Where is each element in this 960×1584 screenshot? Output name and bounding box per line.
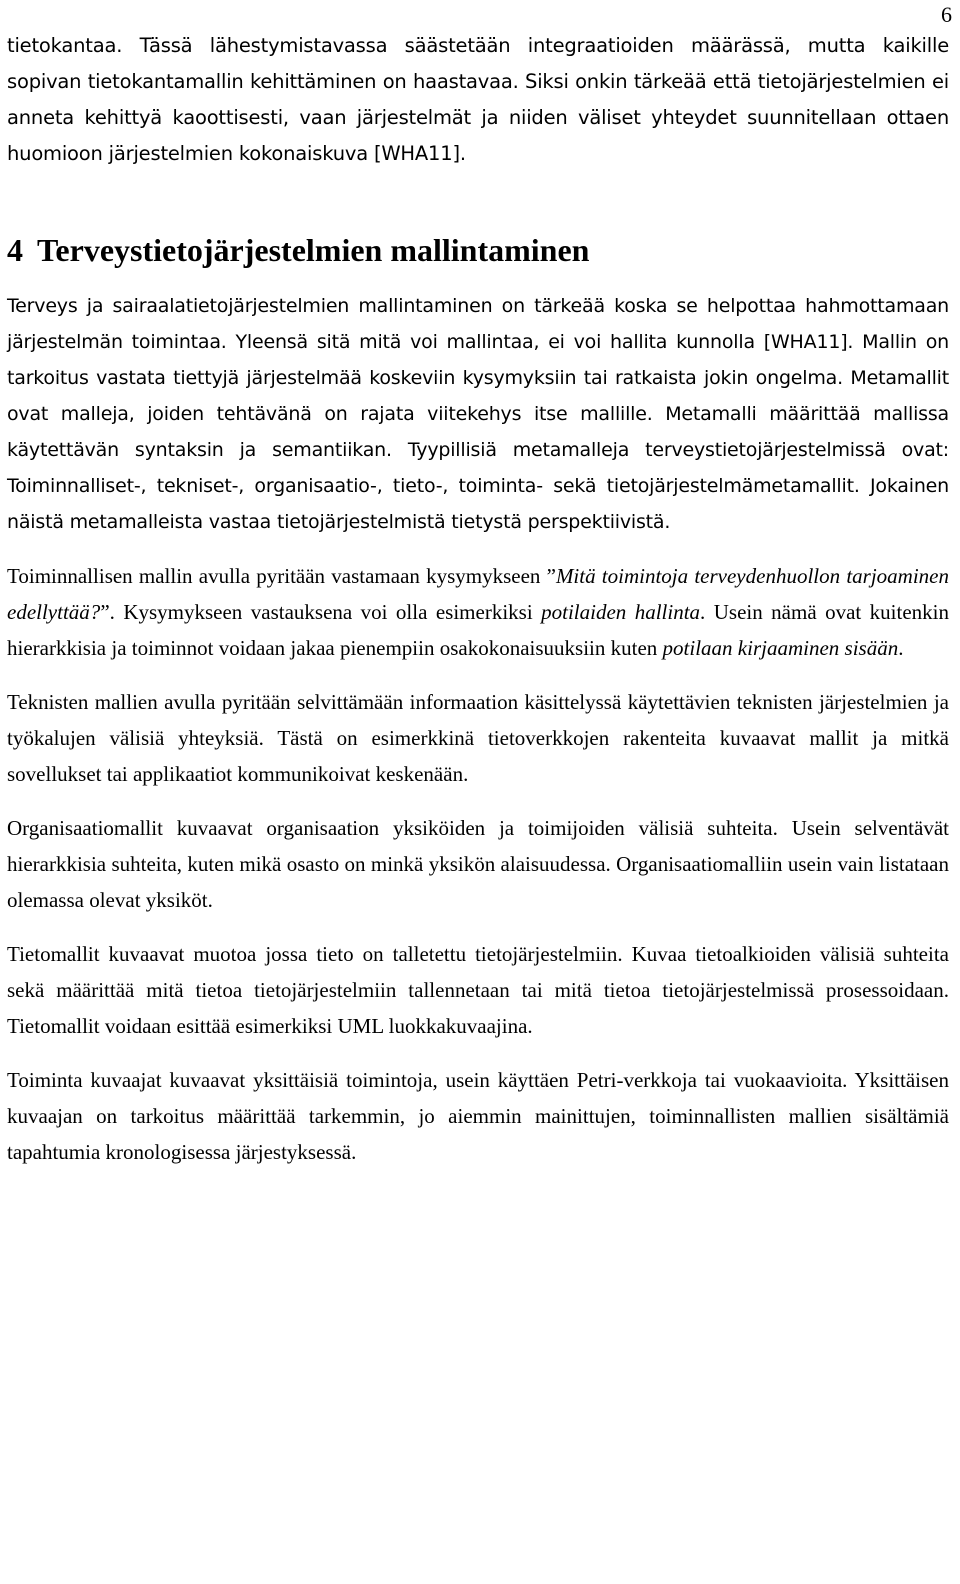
functional-text-a: Toiminnallisen mallin avulla pyritään vastamaan kysymykseen ” bbox=[7, 564, 556, 588]
functional-text-b: ”. Kysymykseen vastauksena voi olla esimerkiksi bbox=[100, 600, 542, 624]
section-heading bbox=[7, 230, 949, 270]
intro-paragraph: tietokantaa. Tässä lähestymistavassa säästetään integraatioiden määrässä, mutta kaikille sopivan tietokantamallin kehittäminen on haastavaa. Siksi onkin tärkeää että tietojärjestelmien ei anneta kehittyä kaoottisesti, vaan järjestelmät ja niiden väliset yhteydet suunnitellaan ottaen huomioon järjestelmien kokonaiskuva [WHA11]. bbox=[7, 34, 949, 165]
functional-question: Mitä toimintoja terveydenhuollon tarjoaminen edellyttää? bbox=[7, 564, 949, 624]
functional-text-d: . bbox=[898, 636, 904, 660]
paragraph-functional-models bbox=[7, 558, 949, 666]
paragraph-metamodels: Terveys ja sairaalatietojärjestelmien mallintaminen on tärkeää koska se helpottaa hahmottamaan järjestelmän toimintaa. Yleensä sitä mitä voi mallintaa, ei voi hallita kunnolla [WHA11]. Mallin on tarkoitus vastata tiettyjä järjestelmää koskeviin kysymyksiin tai ratkaista jokin ongelma. Metamallit ovat malleja, joiden tehtävänä on rajata viitekehys itse mallille. Metamalli määrittää mallissa käytettävän syntaksin ja semantiikan. Tyypillisiä metamalleja terveystietojärjestelmissä ovat: Toiminnalliset-, tekniset-, organisaatio-, tieto-, toiminta- sekä tietojärjestelmämetamallit. Jokainen näistä metamalleista vastaa tietojärjestelmistä tietystä perspektiivistä. bbox=[7, 295, 949, 533]
paragraph-activity-models: Toiminta kuvaajat kuvaavat yksittäisiä toimintoja, usein käyttäen Petri-verkkoja tai vuokaavioita. Yksittäisen kuvaajan on tarkoitus määrittää tarkemmin, jo aiemmin mainittujen, toiminnallisten mallien sisältämiä tapahtumia kronologisessa järjestyksessä. bbox=[7, 1068, 949, 1164]
document-body bbox=[7, 28, 949, 1170]
section-title: Terveystietojärjestelmien mallintaminen bbox=[37, 232, 590, 268]
paragraph-technical-models: Teknisten mallien avulla pyritään selvittämään informaation käsittelyssä käytettävien teknisten järjestelmien ja työkalujen välisiä yhteyksiä. Tästä on esimerkkinä tietoverkkojen rakenteita kuvaavat mallit ja mitkä sovellukset tai applikaatiot kommunikoivat keskenään. bbox=[7, 690, 949, 786]
page-number: 6 bbox=[941, 2, 952, 27]
paragraph-data-models: Tietomallit kuvaavat muotoa jossa tieto on talletettu tietojärjestelmiin. Kuvaa tietoalkioiden välisiä suhteita sekä määrittää mitä tietoa tietojärjestelmiin tallennetaan tai mitä tietoa tietojärjestelmissä prosessoidaan. Tietomallit voidaan esittää esimerkiksi UML luokkakuvaajina. bbox=[7, 942, 949, 1038]
paragraph-organisation-models: Organisaatiomallit kuvaavat organisaation yksiköiden ja toimijoiden välisiä suhteita. Usein selventävät hierarkkisia suhteita, kuten mikä osasto on minkä yksikön alaisuudessa. Organisaatiomalliin usein vain listataan olemassa olevat yksiköt. bbox=[7, 816, 949, 912]
functional-text-c: . Usein nämä ovat kuitenkin hierarkkisia ja toiminnot voidaan jakaa pienempiin osakokonaisuuksiin kuten bbox=[7, 600, 949, 660]
functional-example-1: potilaiden hallinta bbox=[541, 600, 701, 624]
section-number: 4 bbox=[7, 232, 23, 268]
functional-example-2: potilaan kirjaaminen sisään bbox=[662, 636, 899, 660]
